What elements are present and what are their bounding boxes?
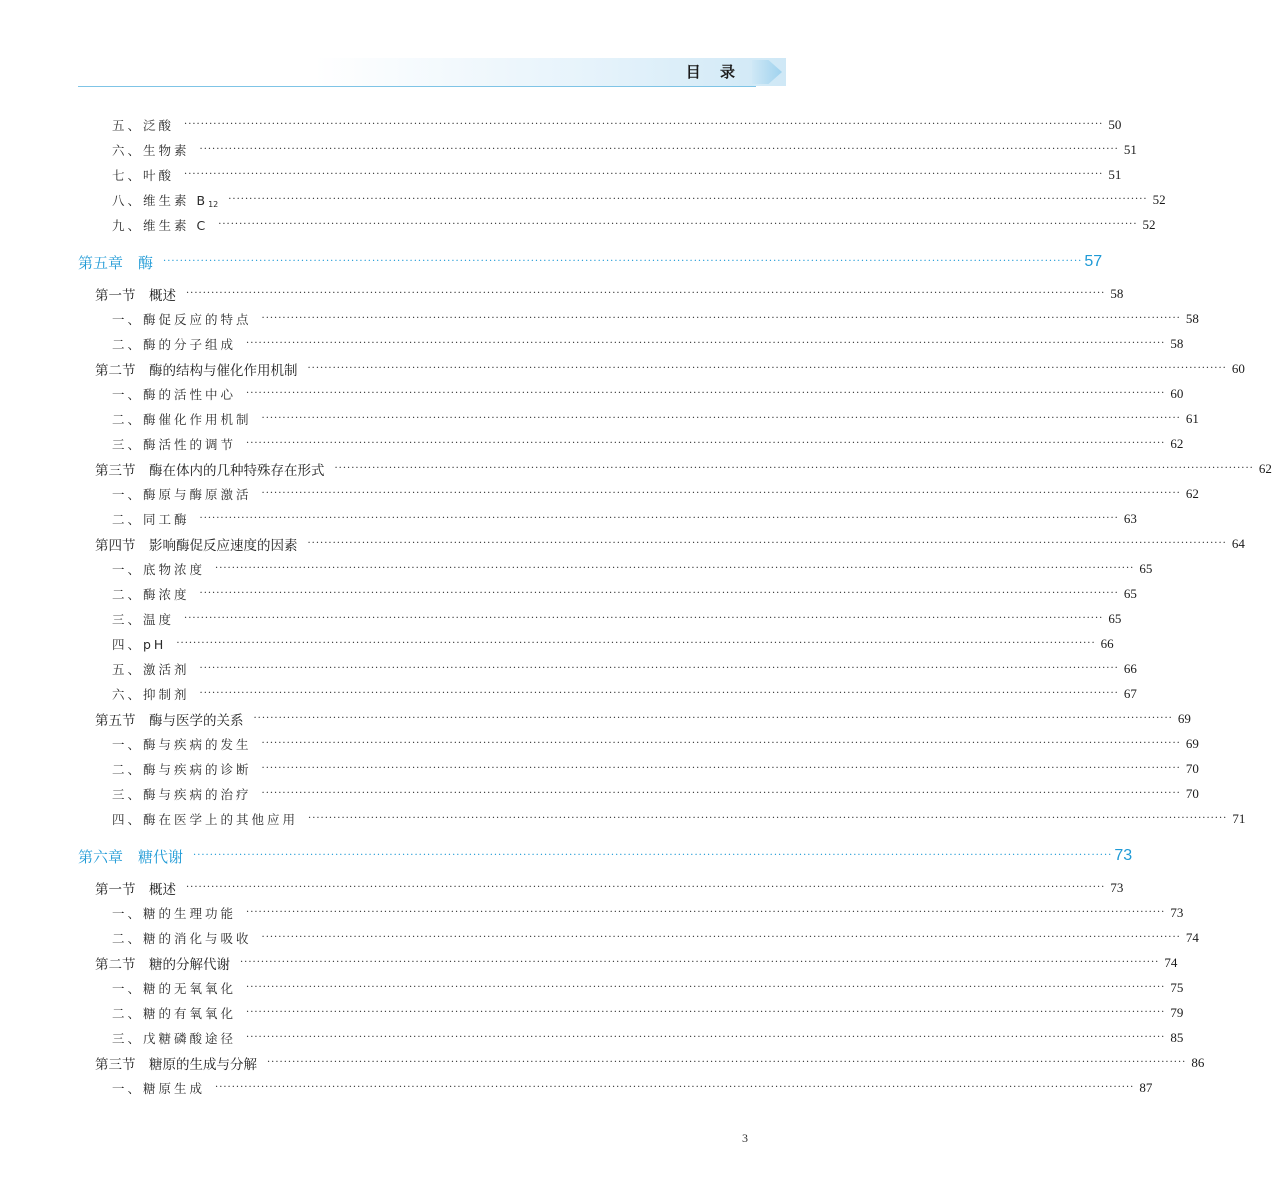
toc-title-text: 九、维生素 C	[112, 217, 209, 233]
toc-item-title	[0, 435, 236, 453]
toc-section-title	[0, 1053, 257, 1073]
toc-item-title	[0, 166, 174, 184]
toc-page-number: 65	[1139, 560, 1153, 576]
toc-page-number: 62	[1258, 460, 1272, 476]
toc-item-title	[0, 979, 236, 997]
leader-dots: ····························································································································································································································	[228, 193, 1148, 205]
toc-title-text: 一、酶原与酶原激活	[112, 486, 252, 502]
leader-dots: ····························································································································································································································	[261, 787, 1181, 799]
toc-title-text: 一、酶促反应的特点	[112, 311, 252, 327]
toc-page-number: 75	[1170, 979, 1184, 995]
toc-item-row[interactable]	[0, 656, 1137, 681]
toc-item-row[interactable]	[0, 781, 1199, 806]
toc-title-text: 第五节 酶与医学的关系	[95, 712, 244, 729]
toc-item-row[interactable]	[0, 381, 1184, 406]
toc-item-title	[0, 485, 252, 503]
leader-dots: ····························································································································································································································	[176, 637, 1096, 649]
toc-page-number: 67	[1123, 685, 1137, 701]
toc-item-row[interactable]	[0, 581, 1137, 606]
leader-dots: ····························································································································································································································	[186, 881, 1106, 893]
toc-page-number: 51	[1108, 166, 1122, 182]
toc-item-title	[0, 1004, 236, 1022]
toc-item-row[interactable]	[0, 187, 1166, 212]
toc-item-title	[0, 116, 174, 134]
leader-dots: ····························································································································································································································	[246, 437, 1166, 449]
toc-page-number: 62	[1170, 435, 1184, 451]
toc-title-text: 第二节 酶的结构与催化作用机制	[95, 362, 298, 379]
toc-title-text: 第三节 糖原的生成与分解	[95, 1056, 257, 1073]
toc-item-row[interactable]	[0, 137, 1137, 162]
toc-item-title	[0, 760, 252, 778]
toc-title-text: 第二节 糖的分解代谢	[95, 956, 230, 973]
toc-title-text: 三、酶与疾病的治疗	[112, 786, 252, 802]
leader-dots: ····························································································································································································································	[199, 143, 1119, 155]
leader-dots: ····························································································································································································································	[163, 256, 1083, 267]
leader-dots: ····························································································································································································································	[261, 762, 1181, 774]
toc-item-title	[0, 560, 205, 578]
leader-dots: ····························································································································································································································	[199, 687, 1119, 699]
leader-dots: ····························································································································································································································	[184, 118, 1104, 130]
toc-item-title	[0, 191, 218, 209]
toc-item-row[interactable]	[0, 975, 1184, 1000]
toc-page-number: 74	[1164, 954, 1178, 970]
toc-page-number: 58	[1185, 310, 1199, 326]
toc-chapter-title	[0, 252, 153, 273]
toc-section-title	[0, 709, 244, 729]
toc-title-text: 三、温度	[112, 611, 175, 627]
toc-item-row[interactable]	[0, 306, 1199, 331]
leader-dots: ····························································································································································································································	[184, 168, 1104, 180]
toc-item-title	[0, 785, 252, 803]
toc-title-text: 六、抑制剂	[112, 686, 190, 702]
leader-dots: ····························································································································································································································	[267, 1056, 1187, 1068]
toc-title-text: 四、pH	[112, 636, 167, 652]
leader-dots: ····························································································································································································································	[199, 587, 1119, 599]
toc-title-text: 七、叶酸	[112, 167, 175, 183]
toc-section-row[interactable]	[0, 706, 1191, 731]
toc-page-number: 70	[1185, 785, 1199, 801]
leader-dots: ····························································································································································································································	[246, 981, 1166, 993]
toc-section-title	[0, 878, 176, 898]
toc-title-text: 五、泛酸	[112, 117, 175, 133]
toc-page-number: 60	[1170, 385, 1184, 401]
toc-item-title	[0, 660, 190, 678]
toc-item-title	[0, 610, 174, 628]
toc-section-title	[0, 534, 298, 554]
toc-title-text: 一、糖的生理功能	[112, 905, 237, 921]
toc-page-number: 69	[1185, 735, 1199, 751]
toc-section-row[interactable]	[0, 950, 1178, 975]
header-band	[0, 58, 786, 86]
toc-page-number: 71	[1232, 810, 1246, 826]
toc-item-title	[0, 635, 166, 653]
leader-dots: ····························································································································································································································	[184, 612, 1104, 624]
toc-section-row[interactable]	[0, 356, 1245, 381]
toc-item-title	[0, 335, 236, 353]
toc-item-row[interactable]	[0, 162, 1122, 187]
leader-dots: ····························································································································································································································	[246, 1006, 1166, 1018]
leader-dots: ····························································································································································································································	[246, 337, 1166, 349]
toc-page-number: 65	[1123, 585, 1137, 601]
toc-item-title	[0, 510, 190, 528]
toc-title-text: 第五章 酶	[78, 253, 154, 272]
leader-dots: ····························································································································································································································	[261, 312, 1181, 324]
toc-title-text: 二、酶的分子组成	[112, 336, 237, 352]
leader-dots: ····························································································································································································································	[193, 850, 1113, 861]
toc-title-text: 三、酶活性的调节	[112, 436, 237, 452]
toc-item-row[interactable]	[0, 406, 1199, 431]
toc-page-number: 85	[1170, 1029, 1184, 1045]
toc-title-text: 二、糖的有氧氧化	[112, 1005, 237, 1021]
toc-item-row[interactable]	[0, 1075, 1153, 1100]
page-title: 目 录	[685, 63, 742, 81]
toc-item-title	[0, 1079, 205, 1097]
toc-page-number: 60	[1231, 360, 1245, 376]
toc-item-row[interactable]	[0, 331, 1184, 356]
toc-section-row[interactable]	[0, 1050, 1205, 1075]
toc-item-row[interactable]	[0, 731, 1199, 756]
toc-title-text: 一、酶的活性中心	[112, 386, 237, 402]
toc-page-number: 87	[1139, 1079, 1153, 1095]
toc-page-number: 50	[1108, 116, 1122, 132]
leader-dots: ····························································································································································································································	[334, 462, 1254, 474]
toc-item-row[interactable]	[0, 925, 1199, 950]
toc-section-title	[0, 359, 298, 379]
toc-item-row[interactable]	[0, 681, 1137, 706]
toc-item-row[interactable]	[0, 1025, 1184, 1050]
toc-page-number: 62	[1185, 485, 1199, 501]
leader-dots: ····························································································································································································································	[199, 662, 1119, 674]
toc-page-number: 79	[1170, 1004, 1184, 1020]
toc-chapter-row[interactable]	[0, 839, 1133, 873]
toc-item-row[interactable]	[0, 900, 1184, 925]
toc-item-row[interactable]	[0, 556, 1153, 581]
toc-page-number: 63	[1123, 510, 1137, 526]
toc-page-number: 66	[1123, 660, 1137, 676]
toc-page-number: 52	[1152, 191, 1166, 207]
toc-item-row[interactable]	[0, 631, 1114, 656]
leader-dots: ····························································································································································································································	[261, 931, 1181, 943]
leader-dots: ····························································································································································································································	[308, 812, 1228, 824]
header-rule	[78, 86, 756, 87]
toc-page-number: 52	[1142, 216, 1156, 232]
toc-section-row[interactable]	[0, 875, 1124, 900]
leader-dots: ····························································································································································································································	[186, 287, 1106, 299]
toc-title-subscript: 12	[208, 199, 219, 209]
toc-item-row[interactable]	[0, 506, 1137, 531]
toc-page-number: 65	[1108, 610, 1122, 626]
toc-page-number: 58	[1170, 335, 1184, 351]
toc-page-number: 73	[1170, 904, 1184, 920]
toc-title-text: 二、糖的消化与吸收	[112, 930, 252, 946]
toc-page-number: 86	[1191, 1054, 1205, 1070]
toc-title-text: 一、糖的无氧氧化	[112, 980, 237, 996]
leader-dots: ····························································································································································································································	[215, 562, 1135, 574]
toc-page-number: 74	[1185, 929, 1199, 945]
toc-item-row[interactable]	[0, 1000, 1184, 1025]
toc-title-text: 第一节 概述	[95, 287, 176, 304]
toc-title-text: 二、酶催化作用机制	[112, 411, 252, 427]
leader-dots: ····························································································································································································································	[261, 737, 1181, 749]
toc-item-title	[0, 685, 190, 703]
toc-title-text: 第六章 糖代谢	[78, 847, 184, 866]
toc-item-row[interactable]	[0, 806, 1246, 831]
toc-item-title	[0, 310, 252, 328]
leader-dots: ····························································································································································································································	[307, 362, 1227, 374]
toc-page-number: 57	[1084, 253, 1103, 270]
toc-title-text: 一、酶与疾病的发生	[112, 736, 252, 752]
toc-page-number: 51	[1123, 141, 1137, 157]
leader-dots: ····························································································································································································································	[261, 487, 1181, 499]
toc-page-number: 70	[1185, 760, 1199, 776]
toc-title-text: 一、底物浓度	[112, 561, 206, 577]
toc-item-row[interactable]	[0, 606, 1122, 631]
toc-section-title	[0, 459, 325, 479]
page-number: 3	[742, 1131, 748, 1145]
toc-section-title	[0, 953, 230, 973]
toc-title-text: 第一节 概述	[95, 881, 176, 898]
toc-section-row[interactable]	[0, 531, 1245, 556]
toc-title-text: 第四节 影响酶促反应速度的因素	[95, 537, 298, 554]
toc-title-text: 六、生物素	[112, 142, 190, 158]
toc-section-title	[0, 284, 176, 304]
toc-title-text: 二、酶与疾病的诊断	[112, 761, 252, 777]
toc-title-text: 五、激活剂	[112, 661, 190, 677]
toc-title-text: 二、同工酶	[112, 511, 190, 527]
leader-dots: ····························································································································································································································	[199, 512, 1119, 524]
toc-page-number: 69	[1177, 710, 1191, 726]
toc-section-row[interactable]	[0, 281, 1124, 306]
toc-item-title	[0, 410, 252, 428]
leader-dots: ····························································································································································································································	[246, 906, 1166, 918]
toc-item-title	[0, 1029, 236, 1047]
toc-page-number: 61	[1185, 410, 1199, 426]
toc-item-row[interactable]	[0, 431, 1184, 456]
toc-page-number: 64	[1231, 535, 1245, 551]
toc-item-title	[0, 929, 252, 947]
leader-dots: ····························································································································································································································	[246, 1031, 1166, 1043]
toc-title-text: 第三节 酶在体内的几种特殊存在形式	[95, 462, 325, 479]
toc-page-number: 73	[1114, 847, 1133, 864]
toc-item-title	[0, 735, 252, 753]
leader-dots: ····························································································································································································································	[215, 1081, 1135, 1093]
toc-page-number: 66	[1100, 635, 1114, 651]
toc-section-row[interactable]	[0, 456, 1272, 481]
toc-item-row[interactable]	[0, 212, 1156, 237]
toc-title-text: 三、戊糖磷酸途径	[112, 1030, 237, 1046]
toc-item-title	[0, 810, 298, 828]
leader-dots: ····························································································································································································································	[307, 537, 1227, 549]
toc-chapter-row[interactable]	[0, 245, 1103, 279]
toc-item-row[interactable]	[0, 481, 1199, 506]
toc-title-text: 四、酶在医学上的其他应用	[112, 811, 299, 827]
table-of-contents	[0, 112, 1272, 1100]
leader-dots: ····························································································································································································································	[246, 387, 1166, 399]
toc-chapter-title	[0, 846, 183, 867]
toc-item-title	[0, 585, 190, 603]
toc-page-number: 73	[1110, 879, 1124, 895]
toc-item-title	[0, 904, 236, 922]
toc-item-title	[0, 141, 190, 159]
toc-item-title	[0, 385, 236, 403]
toc-item-row[interactable]	[0, 112, 1122, 137]
leader-dots: ····························································································································································································································	[261, 412, 1181, 424]
toc-title-text: 一、糖原生成	[112, 1080, 206, 1096]
toc-page-number: 58	[1110, 285, 1124, 301]
leader-dots: ····························································································································································································································	[253, 712, 1173, 724]
toc-item-row[interactable]	[0, 756, 1199, 781]
toc-item-title	[0, 216, 208, 234]
leader-dots: ····························································································································································································································	[218, 218, 1138, 230]
toc-title-text: 二、酶浓度	[112, 586, 190, 602]
leader-dots: ····························································································································································································································	[240, 956, 1160, 968]
toc-title-text: 八、维生素 B	[112, 192, 209, 208]
